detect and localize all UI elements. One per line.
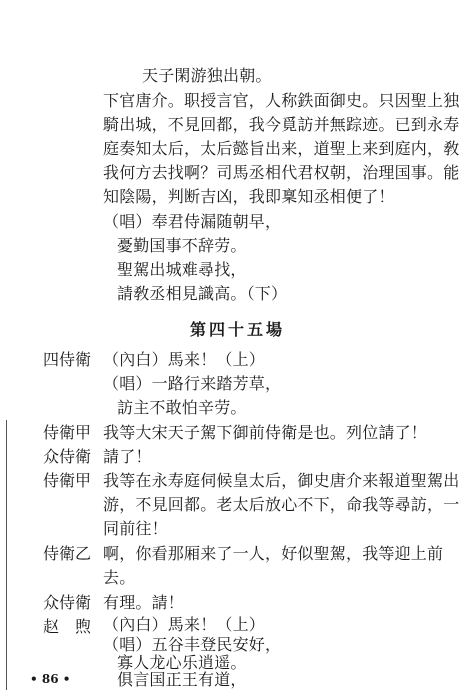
text-line: 知陰陽，判断吉凶，我即稟知丞相便了！ bbox=[103, 187, 395, 206]
dialogue-line: 俱言国正王有道， bbox=[117, 670, 247, 689]
text-line: 聖駕出城难尋找， bbox=[117, 260, 247, 279]
dialogue-line: 游，不見回都。老太后放心不下，命我等尋訪，一 bbox=[103, 495, 460, 514]
text-line: 天子閑游独出朝。 bbox=[142, 66, 272, 85]
dialogue-line: （內白）馬来！（上） bbox=[103, 350, 266, 369]
scene-title: 第四十五場 bbox=[190, 320, 286, 339]
speaker-label: 众侍衛 bbox=[43, 593, 92, 612]
dialogue-line: 我等在永寿庭伺候皇太后，御史唐介来報道聖駕出 bbox=[103, 471, 460, 490]
dialogue-line: 訪主不敢怕辛劳。 bbox=[117, 398, 247, 417]
dialogue-line: （唱）一路行来踏芳草， bbox=[103, 374, 282, 393]
speaker-label: 侍衛乙 bbox=[43, 544, 92, 563]
text-line: 騎出城，不見回都，我今覓訪并無踪迹。已到永寿 bbox=[103, 115, 460, 134]
dialogue-line: （內白）馬来！（上） bbox=[103, 615, 266, 634]
dialogue-line: 請了！ bbox=[103, 447, 152, 466]
dialogue-line: （唱）五谷丰登民安好， bbox=[103, 635, 282, 654]
speaker-label: 众侍衛 bbox=[43, 447, 92, 466]
dialogue-line: 啊，你看那厢来了一人，好似聖駕，我等迎上前 bbox=[103, 544, 444, 563]
text-line: 請敎丞相見識高。（下） bbox=[117, 284, 288, 303]
speaker-label: 侍衛甲 bbox=[43, 471, 92, 490]
dialogue-line: 同前往！ bbox=[103, 519, 168, 538]
dialogue-line: 有理。請！ bbox=[103, 593, 185, 612]
text-line: 下官唐介。职授言官，人称鉄面御史。只因聖上独 bbox=[103, 91, 460, 110]
page-edge-line bbox=[6, 420, 7, 690]
text-line: （唱）奉君侍漏随朝早， bbox=[103, 212, 282, 231]
dialogue-line: 寡人龙心乐逍遥。 bbox=[117, 653, 247, 672]
speaker-label: 赵 煦 bbox=[43, 617, 92, 636]
text-line: 庭奏知太后，太后懿旨出来，道聖上来到庭内，敎 bbox=[103, 139, 460, 158]
text-line: 憂勤国事不辞劳。 bbox=[117, 236, 247, 255]
speaker-label: 四侍衛 bbox=[43, 350, 92, 369]
dialogue-line: 去。 bbox=[103, 568, 136, 587]
text-line: 我何方去找啊？司馬丞相代君权朝，治理国事。能 bbox=[103, 163, 460, 182]
dialogue-line: 我等大宋天子駕下御前侍衛是也。列位請了！ bbox=[103, 423, 428, 442]
page-number: • 86 • bbox=[30, 672, 71, 686]
speaker-label: 侍衛甲 bbox=[43, 423, 92, 442]
